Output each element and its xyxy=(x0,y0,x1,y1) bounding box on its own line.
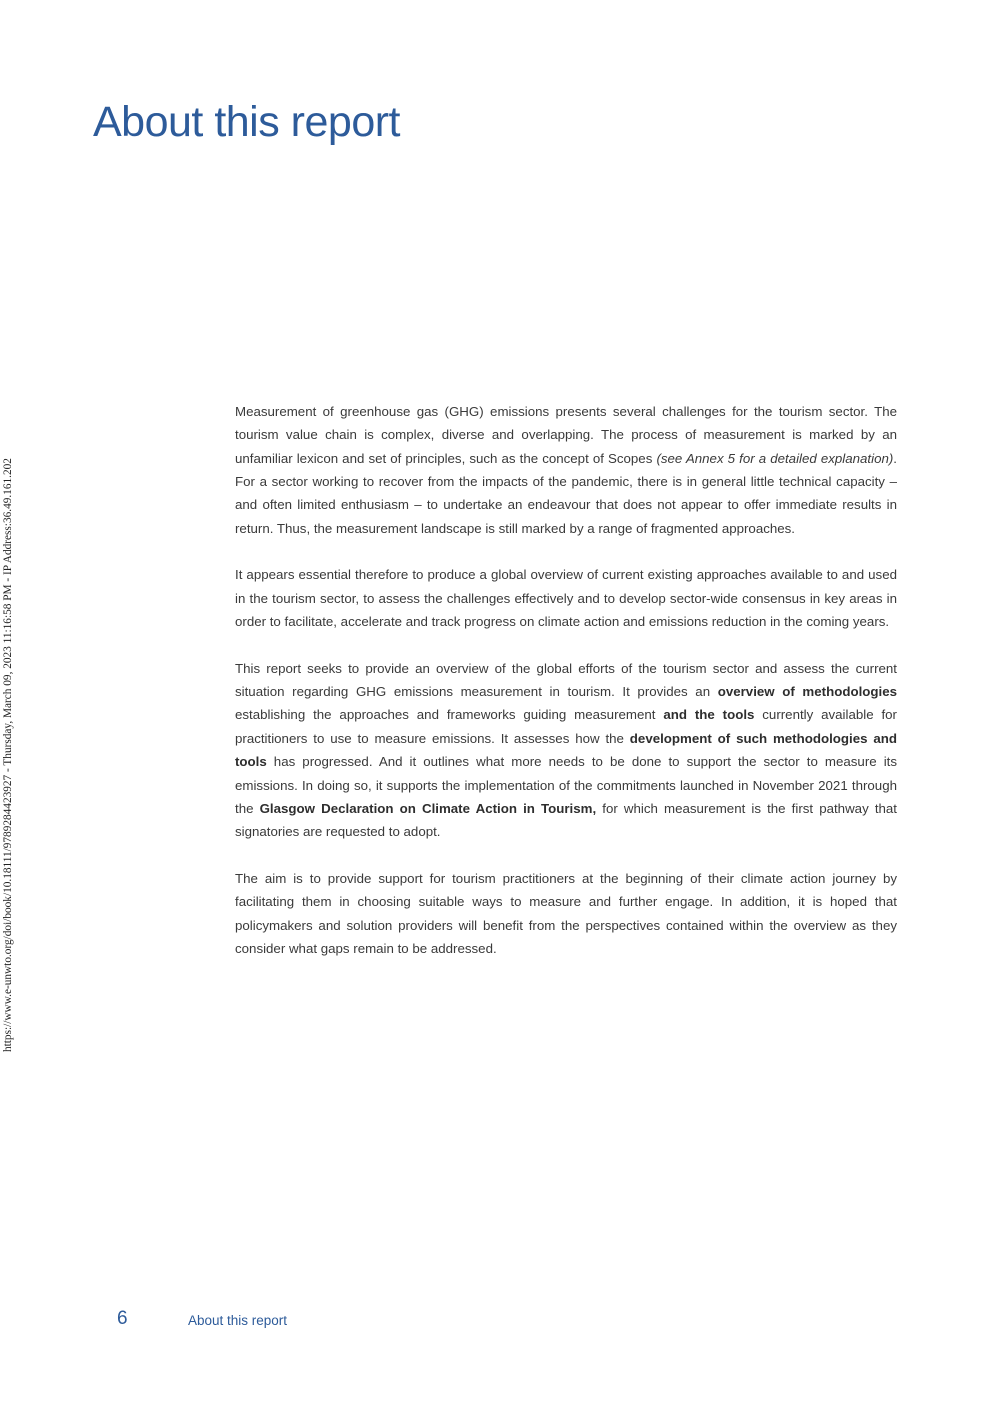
text-run: The aim is to provide support for tourism practitioners at the beginning of their climate action journey by facilitating them in choosing suitable ways to measure and further engage. In addition, it is hoped that policymakers and solution providers will benefit from the perspectives contained within the overview as they consider what gaps remain to be addressed. xyxy=(235,870,897,956)
access-stamp: https://www.e-unwto.org/doi/book/10.18111/9789284423927 - Thursday, March 09, 2023 11:16:58 PM - IP Address:36.49.161.202 xyxy=(2,458,14,1052)
text-run: . For a sector working to recover from the impacts of the pandemic, there is in general little technical capacity – and often limited enthusiasm – to undertake an endeavour that does not appear to offer immediate results in return. Thus, the measurement landscape is still marked by a range of fragmented approaches. xyxy=(235,450,897,536)
page-title: About this report xyxy=(93,98,401,146)
text-run: for which measurement is the first pathway that signatories are requested to adopt. xyxy=(235,800,898,840)
body-text xyxy=(235,400,897,984)
annex-reference: (see Annex 5 for a detailed explanation) xyxy=(656,450,894,466)
footer-section-title: About this report xyxy=(188,1313,288,1328)
text-run: This report seeks to provide an overview of the global efforts of the tourism sector and assess the current situation regarding GHG emissions measurement in tourism. It provides an xyxy=(235,660,897,700)
text-run: has progressed. And it outlines what more needs to be done to support the sector to measure its emissions. In doing so, it supports the implementation of the commitments launched in November 2021 through the xyxy=(235,754,897,816)
text-run: currently available for practitioners to use to measure emissions. It assesses how the xyxy=(235,707,897,746)
footer-page-number: 6 xyxy=(117,1308,128,1329)
paragraph-report-scope xyxy=(235,657,897,844)
emphasis-glasgow-declaration: Glasgow Declaration on Climate Action in Tourism, xyxy=(259,800,597,816)
paragraph-aim xyxy=(235,867,897,960)
text-run: Measurement of greenhouse gas (GHG) emissions presents several challenges for the tourism sector. The tourism value chain is complex, diverse and overlapping. The process of measurement is marked by an unfamiliar lexicon and set of principles, such as the concept of Scopes xyxy=(235,404,897,466)
emphasis-and-the-tools: and the tools xyxy=(663,707,755,723)
emphasis-development-of-methodologies: development of such methodologies and tools xyxy=(235,730,897,770)
text-run: It appears essential therefore to produce a global overview of current existing approaches available to and used in the tourism sector, to assess the challenges effectively and to develop sector-wide consensus in key areas in order to facilitate, accelerate and track progress on climate action and emissions reduction in the coming years. xyxy=(235,567,897,630)
emphasis-overview-of-methodologies: overview of methodologies xyxy=(717,684,897,700)
paragraph-global-overview xyxy=(235,563,897,633)
paragraph-measurement-challenges xyxy=(235,400,897,540)
text-run: establishing the approaches and frameworks guiding measurement xyxy=(235,707,664,723)
